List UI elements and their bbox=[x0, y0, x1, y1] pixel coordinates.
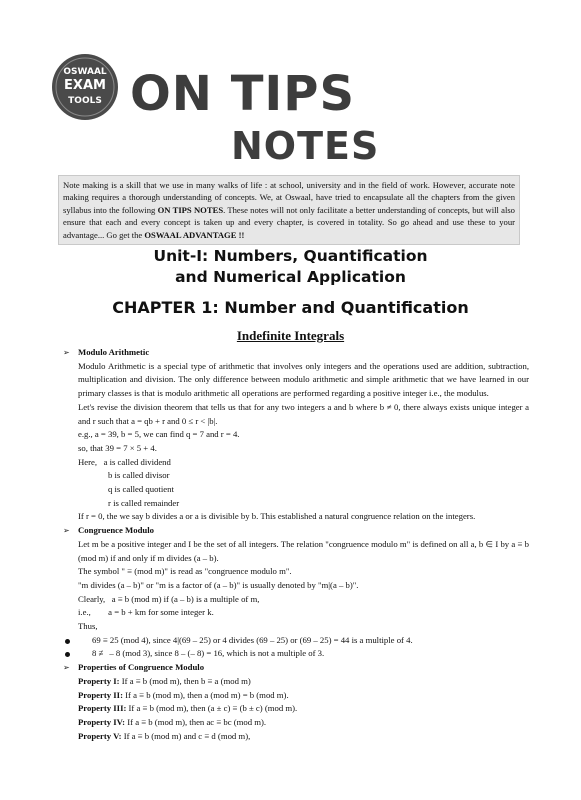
arrow-bullet-icon: ➢ bbox=[63, 348, 70, 357]
modulo-so: so, that 39 = 7 × 5 + 4. bbox=[78, 442, 157, 453]
unit-line-1: Unit-I: Numbers, Quantification bbox=[153, 247, 428, 265]
congruence-para-6: Thus, bbox=[78, 621, 98, 632]
section-heading: Indefinite Integrals bbox=[236, 328, 345, 343]
bullet-dot-icon bbox=[65, 639, 70, 644]
congruence-bullet-1: 69 ≡ 25 (mod 4), since 4|(69 – 25) or 4 divides (69 – 25) or (69 – 25) = 44 is a multiple of 4. bbox=[61, 634, 529, 648]
property-3: Property III: If a ≡ b (mod m), then (a ± c) ≡ (b ± c) (mod m). bbox=[78, 703, 298, 714]
modulo-heading: ➢ Modulo Arithmetic bbox=[61, 346, 529, 360]
properties-heading: ➢ Properties of Congruence Modulo bbox=[61, 661, 529, 675]
modulo-para-2: Let's revise the division theorem that tells us that for any two integers a and b where b ≠ 0, there always exists unique integer a and r such that a = qb + r and 0 ≤ r < |b|. bbox=[78, 401, 529, 426]
congruence-para-4: Clearly, a ≡ b (mod m) if (a – b) is a multiple of m, bbox=[78, 593, 260, 604]
congruence-para-5: i.e., a = b + km for some integer k. bbox=[78, 607, 214, 618]
chapter-heading: CHAPTER 1: Number and Quantification bbox=[112, 298, 469, 317]
intro-bold-a: ON TIPS NOTES bbox=[157, 204, 224, 215]
congruence-para-2: The symbol " ≡ (mod m)" is read as "congruence modulo m". bbox=[78, 566, 292, 577]
modulo-divisor: b is called divisor bbox=[108, 470, 170, 481]
intro-text-a: Note making is a skill that we use in many walks of life : at school, university and in the field of work. However, accurate note making requires a thorough understanding of concepts. We, at Oswaal, have tried to encapsulate all the chapters from the given syllabus into the following bbox=[63, 180, 515, 215]
property-4: Property IV: If a ≡ b (mod m), then ac ≡ bc (mod m). bbox=[78, 716, 267, 727]
logo-text-3: TOOLS bbox=[68, 96, 102, 106]
arrow-bullet-icon: ➢ bbox=[63, 663, 70, 673]
title-notes: NOTES bbox=[231, 124, 380, 168]
modulo-if-r: If r = 0, the we say b divides a or a is divisible by b. This established a natural congruence relation on the integers. bbox=[78, 511, 476, 522]
intro-box bbox=[58, 175, 520, 245]
unit-heading bbox=[0, 246, 581, 288]
title-on-tips: ON TIPS bbox=[130, 66, 356, 122]
intro-text-b: . These notes will not only facilitate a better understanding of concepts, but will also ensure that each and every concept is taken up and every chapter, is covered in totality. So go ahead and use these to your advantage... Go get the bbox=[63, 204, 515, 240]
property-2: Property II: If a ≡ b (mod m), then a (mod m) = b (mod m). bbox=[78, 689, 289, 700]
congruence-heading: ➢ Congruence Modulo bbox=[61, 524, 529, 538]
notes-content bbox=[61, 346, 529, 743]
unit-line-2: and Numerical Application bbox=[175, 268, 406, 286]
modulo-remainder: r is called remainder bbox=[108, 497, 180, 508]
property-1: Property I: If a ≡ b (mod m), then b ≡ a (mod m) bbox=[78, 675, 251, 686]
modulo-quotient: q is called quotient bbox=[108, 484, 174, 495]
oswaal-exam-tools-logo bbox=[50, 52, 120, 122]
modulo-example: e.g., a = 39, b = 5, we can find q = 7 and r = 4. bbox=[78, 429, 240, 440]
congruence-bullet-2: 8 ≢ – 8 (mod 3), since 8 – (– 8) = 16, which is not a multiple of 3. bbox=[61, 647, 529, 661]
modulo-para-1: Modulo Arithmetic is a special type of arithmetic that involves only integers and the operations used are addition, subtraction, multiplication and division. The only difference between modulo arithmetic and simple arithmetic that we have learned in our primary classes is that is modulo arithmetic all operations are performed regarding a positive integer i.e., the modulus. bbox=[78, 360, 529, 399]
modulo-here: Here, a is called dividend bbox=[78, 456, 171, 467]
logo-text-2: EXAM bbox=[64, 78, 106, 93]
congruence-para-1: Let m be a positive integer and I be the set of all integers. The relation "congruence modulo m" is defined on all a, b ∈ I by a ≡ b (mod m) if and only if m divides (a – b). bbox=[78, 538, 529, 563]
property-5: Property V: If a ≡ b (mod m) and c ≡ d (mod m), bbox=[78, 730, 251, 741]
arrow-bullet-icon: ➢ bbox=[63, 526, 70, 536]
bullet-dot-icon bbox=[65, 652, 70, 657]
congruence-para-3: "m divides (a – b)" or "m is a factor of (a – b)" is usually denoted by "m|(a – b)". bbox=[78, 579, 359, 590]
intro-bold-b: OSWAAL ADVANTAGE !! bbox=[144, 229, 245, 240]
logo-text-1: OSWAAL bbox=[63, 67, 107, 77]
